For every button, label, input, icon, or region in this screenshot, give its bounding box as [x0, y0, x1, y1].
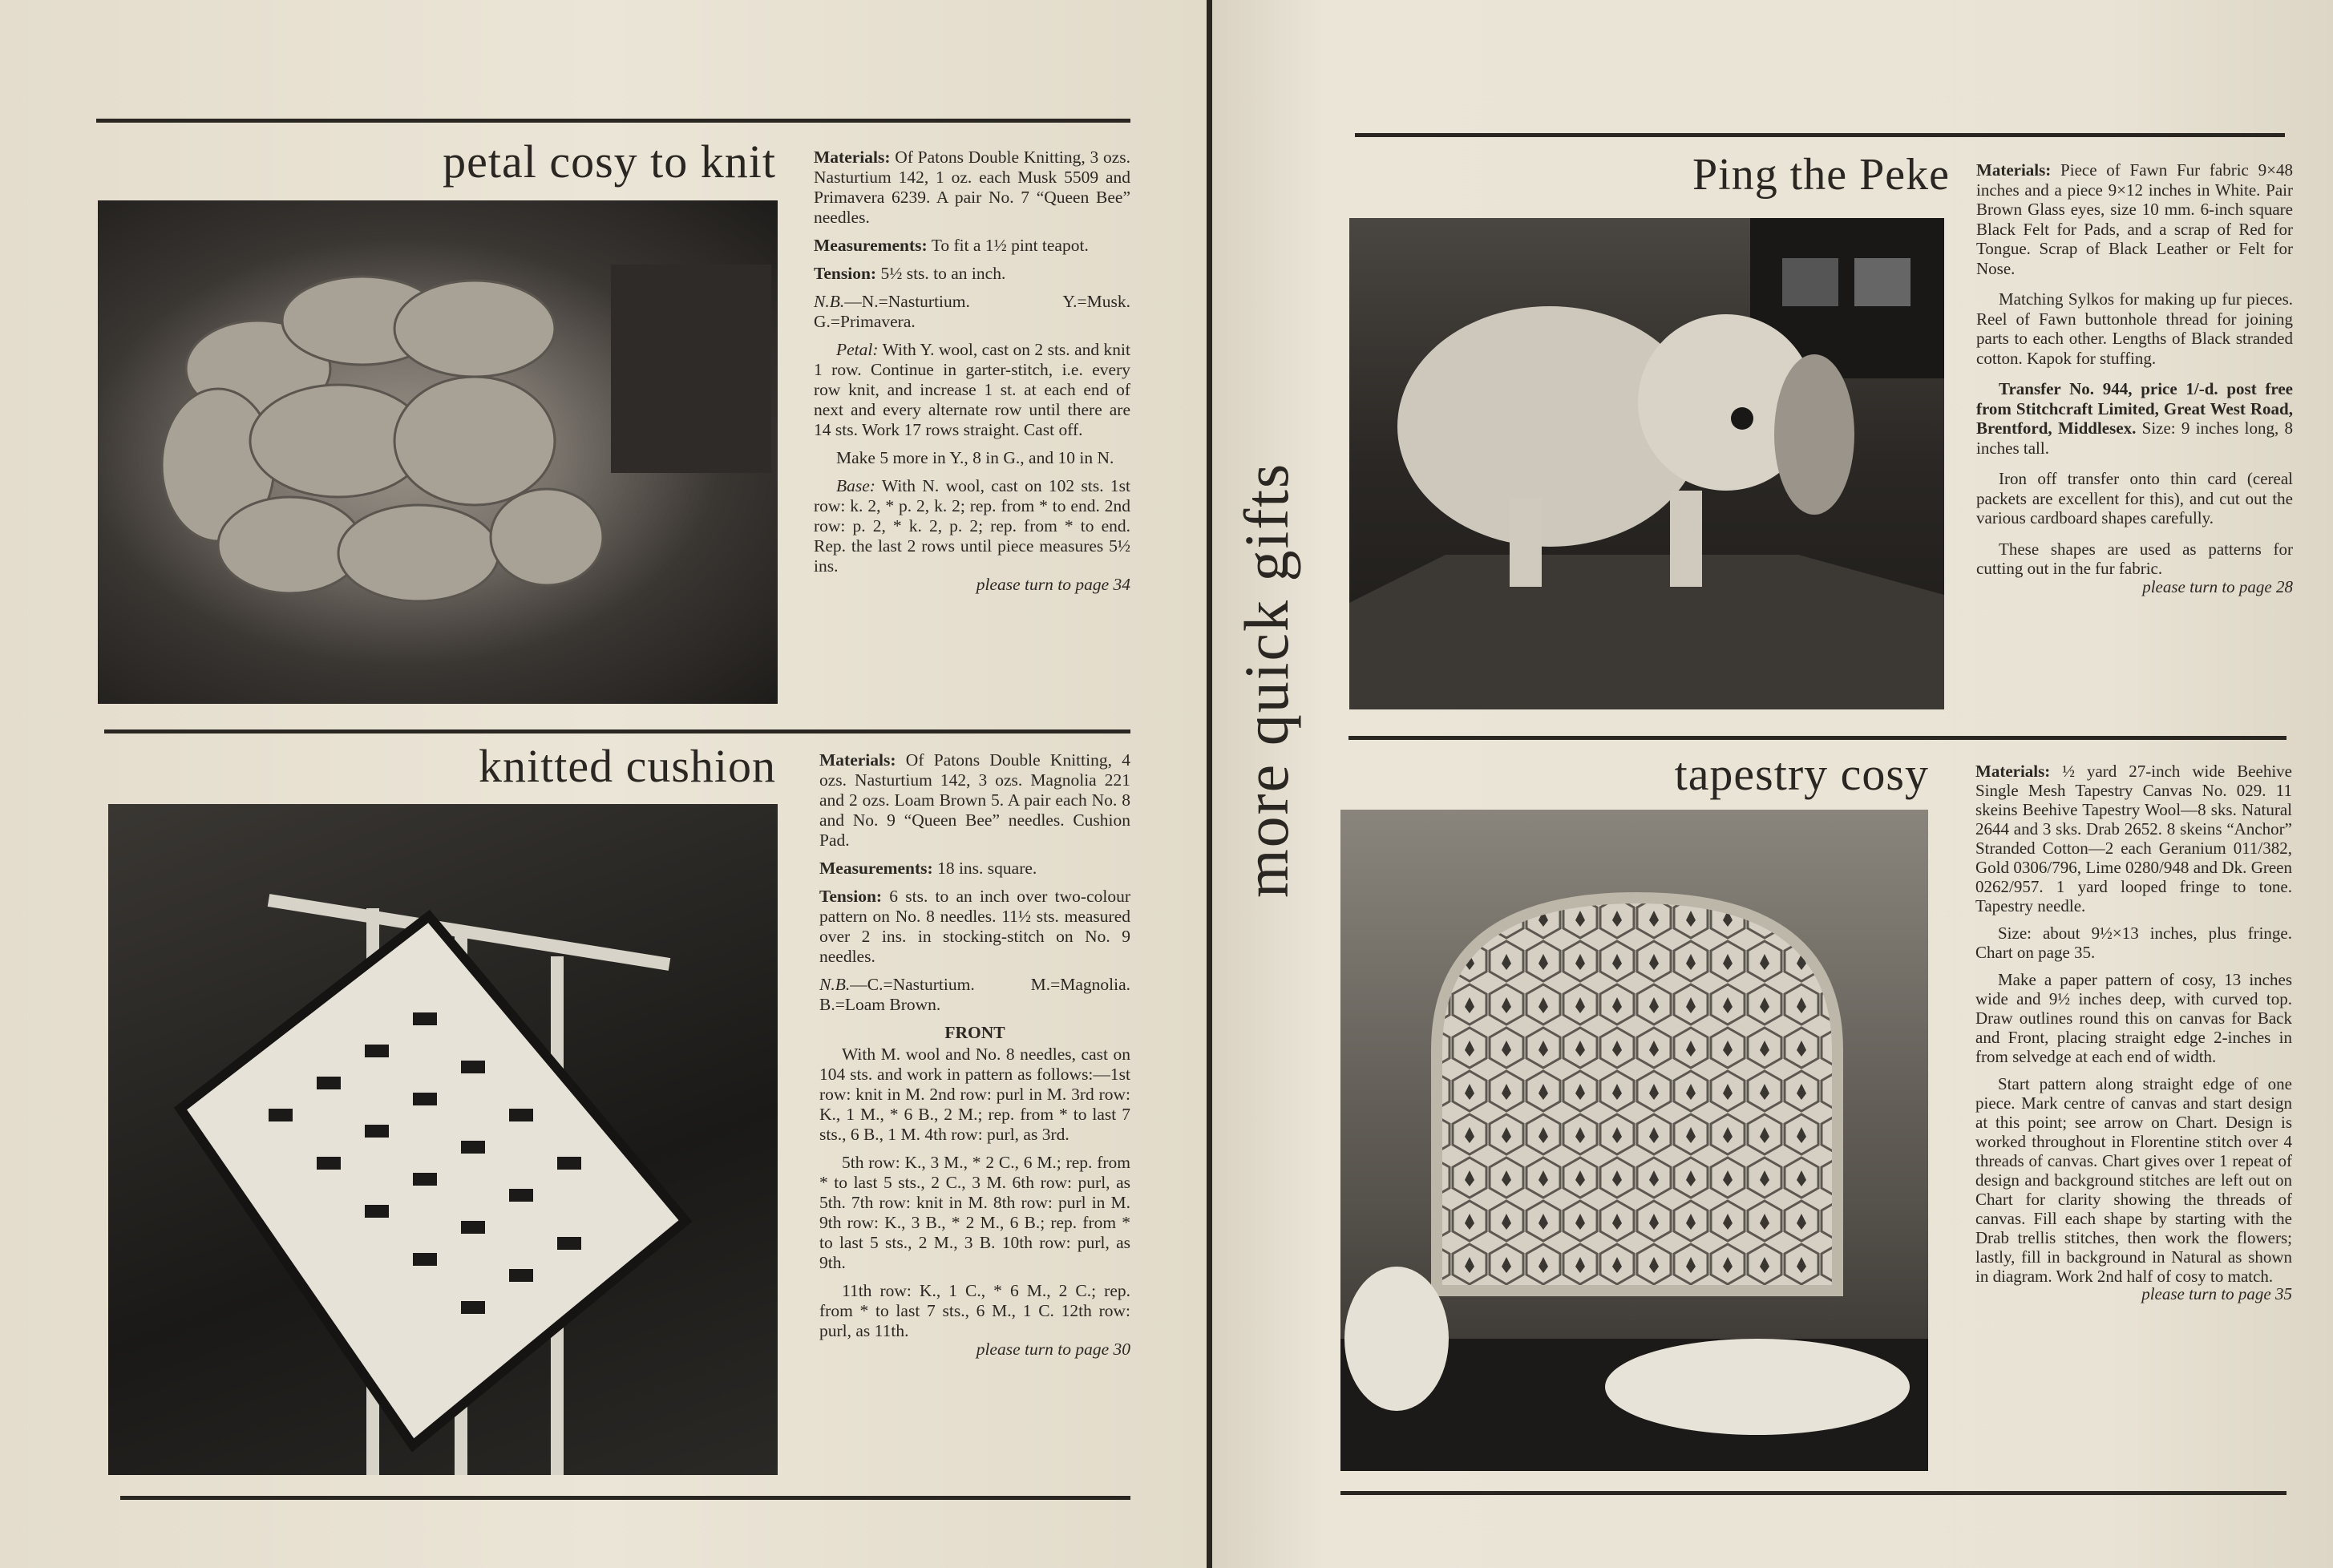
ping-the-peke-title: Ping the Peke: [1692, 150, 1950, 200]
materials-text: Piece of Fawn Fur fabric 9×48 inches and a piece 9×12 inches in White. Pair Brown Glass eyes, size 10 mm. 6-inch square Black Felt for Pads, and a scrap of Red for Tongue. Scrap of Black Leather or Felt for Nose.: [1976, 160, 2293, 278]
measurements-label: Measurements:: [814, 236, 928, 255]
petal-turn-page: please turn to page 34: [976, 575, 1130, 594]
tapestry-cosy-title: tapestry cosy: [1674, 748, 1929, 800]
nb-label: N.B.: [819, 975, 851, 994]
front-rows-1-4: With M. wool and No. 8 needles, cast on 104 sts. and work in pattern as follows:—1st row: knit in M. 2nd row: purl in M. 3rd row: K., 1 M., * 6 B., 2 M.; rep. from * to last 7 sts., 6 B., 1 M. 4th row: purl, as 3rd.: [819, 1045, 1130, 1144]
transfer-label: Transfer No. 944, price 1/-d. post free from Stitchcraft Limited, Great West Road, Brentford, Middlesex.: [1976, 379, 2293, 438]
more-quick-gifts-vertical-title: more quick gifts: [1231, 462, 1301, 898]
materials-label: Materials:: [819, 750, 896, 770]
bottom-rule: [120, 1496, 1130, 1500]
top-rule: [1355, 133, 2285, 137]
tension-label: Tension:: [819, 887, 883, 906]
knitted-cushion-photo: [108, 804, 778, 1475]
petal-cosy-title: petal cosy to knit: [443, 135, 776, 188]
materials-text: Of Patons Double Knitting, 3 ozs. Nasturtium 142, 1 oz. each Musk 5509 and Primavera 6239. A pair No. 7 “Queen Bee” needles.: [814, 148, 1130, 227]
measurements-text: 18 ins. square.: [932, 859, 1037, 878]
tapestry-turn-page: please turn to page 35: [2141, 1284, 2292, 1303]
materials-text: ½ yard 27-inch wide Beehive Single Mesh Tapestry Canvas No. 029. 11 skeins Beehive Tapestry Wool—8 sks. Natural 2644 and 3 sks. Drab 2652. 8 skeins “Anchor” Stranded Cotton—2 each Geranium 011/382, Gold 0306/796, Lime 0280/948 and Dk. Green 0262/957. 1 yard looped fringe to tone. Tapestry needle.: [1975, 762, 2292, 915]
peke-turn-page: please turn to page 28: [2142, 576, 2293, 596]
nb-text: —N.=Nasturtium. Y.=Musk. G.=Primavera.: [814, 292, 1130, 331]
start-pattern-text: Start pattern along straight edge of one piece. Mark centre of canvas and start design at this point; see arrow on Chart. Design is worked throughout in Florentine stitch over 4 threads of canvas. Chart gives over 1 repeat of design and background stitches are left out on Chart for clarity showing the threads of canvas. Fill each shape by starting with the Drab trellis stitches, then work the flowers; lastly, fill in background in Natural as shown in diagram. Work 2nd half of cosy to match.: [1975, 1074, 2292, 1286]
front-rows-11-12: 11th row: K., 1 C., * 6 M., 2 C.; rep. from * to last 7 sts., 6 M., 1 C. 12th row: purl, as 11th.: [819, 1281, 1130, 1340]
sylkos-text: Matching Sylkos for making up fur pieces. Reel of Fawn buttonhole thread for joining parts to each other. Lengths of Black stranded cotton. Kapok for stuffing.: [1976, 289, 2293, 368]
iron-off-text: Iron off transfer onto thin card (cereal packets are excellent for this), and cut out the various cardboard shapes carefully.: [1976, 469, 2293, 527]
cushion-illustration: [108, 804, 778, 1475]
materials-label: Materials:: [1975, 762, 2051, 781]
peke-photo: [1349, 218, 1944, 709]
base-label: Base:: [836, 476, 875, 495]
tapestry-instructions: [1975, 762, 2292, 1303]
shapes-text: These shapes are used as patterns for cutting out in the fur fabric.: [1976, 539, 2293, 578]
petal-text: With Y. wool, cast on 2 sts. and knit 1 row. Continue in garter-stitch, i.e. every row knit, and increase 1 st. at each end of next and every alternate row until there are 14 sts. Work 17 rows straight. Cast off.: [814, 340, 1130, 439]
cushion-instructions: [819, 750, 1130, 1360]
make-more-text: Make 5 more in Y., 8 in G., and 10 in N.: [836, 448, 1114, 467]
petal-cosy-photo: [98, 200, 778, 704]
petal-cosy-instructions: [814, 148, 1130, 595]
peke-instructions: [1976, 160, 2293, 596]
bottom-rule: [1340, 1491, 2287, 1495]
front-rows-5-10: 5th row: K., 3 M., * 2 C., 6 M.; rep. from * to last 5 sts., 2 C., 3 M. 6th row: purl, as 5th. 7th row: knit in M. 8th row: purl in M. 9th row: K., 3 B., * 2 M., 6 B.; rep. from * to last 5 sts., 2 M., 3 B. 10th row: purl, as 9th.: [819, 1153, 1130, 1272]
tension-text: 5½ sts. to an inch.: [876, 264, 1006, 283]
materials-text: Of Patons Double Knitting, 4 ozs. Nasturtium 142, 3 ozs. Magnolia 221 and 2 ozs. Loam Brown 5. A pair each No. 8 and No. 9 “Queen Bee” needles. Cushion Pad.: [819, 750, 1130, 850]
measurements-label: Measurements:: [819, 859, 933, 878]
petal-label: Petal:: [836, 340, 879, 359]
middle-rule: [1348, 736, 2287, 740]
nb-text: —C.=Nasturtium. M.=Magnolia. B.=Loam Brown.: [819, 975, 1130, 1014]
size-text: Size: 9 inches long, 8 inches tall.: [1976, 418, 2293, 458]
measurements-text: To fit a 1½ pint teapot.: [927, 236, 1089, 255]
tapestry-cosy-photo: [1340, 810, 1928, 1471]
right-page: [1212, 0, 2333, 1568]
materials-label: Materials:: [1976, 160, 2052, 180]
size-text: Size: about 9½×13 inches, plus fringe. Chart on page 35.: [1975, 923, 2292, 962]
paper-pattern-text: Make a paper pattern of cosy, 13 inches wide and 9½ inches deep, with curved top. Draw outlines round this on canvas for Back and Front, placing straight edge 2-inches in from selvedge at each end of width.: [1975, 970, 2292, 1066]
tension-text: 6 sts. to an inch over two-colour pattern on No. 8 needles. 11½ sts. measured over 2 ins. in stocking-stitch on No. 9 needles.: [819, 887, 1130, 966]
petal-cosy-illustration: [98, 200, 778, 704]
materials-label: Materials:: [814, 148, 891, 167]
peke-illustration: [1349, 218, 1944, 709]
cushion-turn-page: please turn to page 30: [976, 1340, 1130, 1359]
tapestry-illustration: [1340, 810, 1928, 1471]
front-heading: FRONT: [944, 1023, 1005, 1042]
knitted-cushion-title: knitted cushion: [478, 740, 776, 792]
tension-label: Tension:: [814, 264, 877, 283]
top-rule: [96, 119, 1130, 123]
middle-rule: [104, 729, 1130, 733]
nb-label: N.B.: [814, 292, 845, 311]
base-text: With N. wool, cast on 102 sts. 1st row: k. 2, * p. 2, k. 2; rep. from * to end. 2nd row: p. 2, * k. 2, p. 2; rep. from * to end. Rep. the last 2 rows until piece measures 5½ ins.: [814, 476, 1130, 576]
